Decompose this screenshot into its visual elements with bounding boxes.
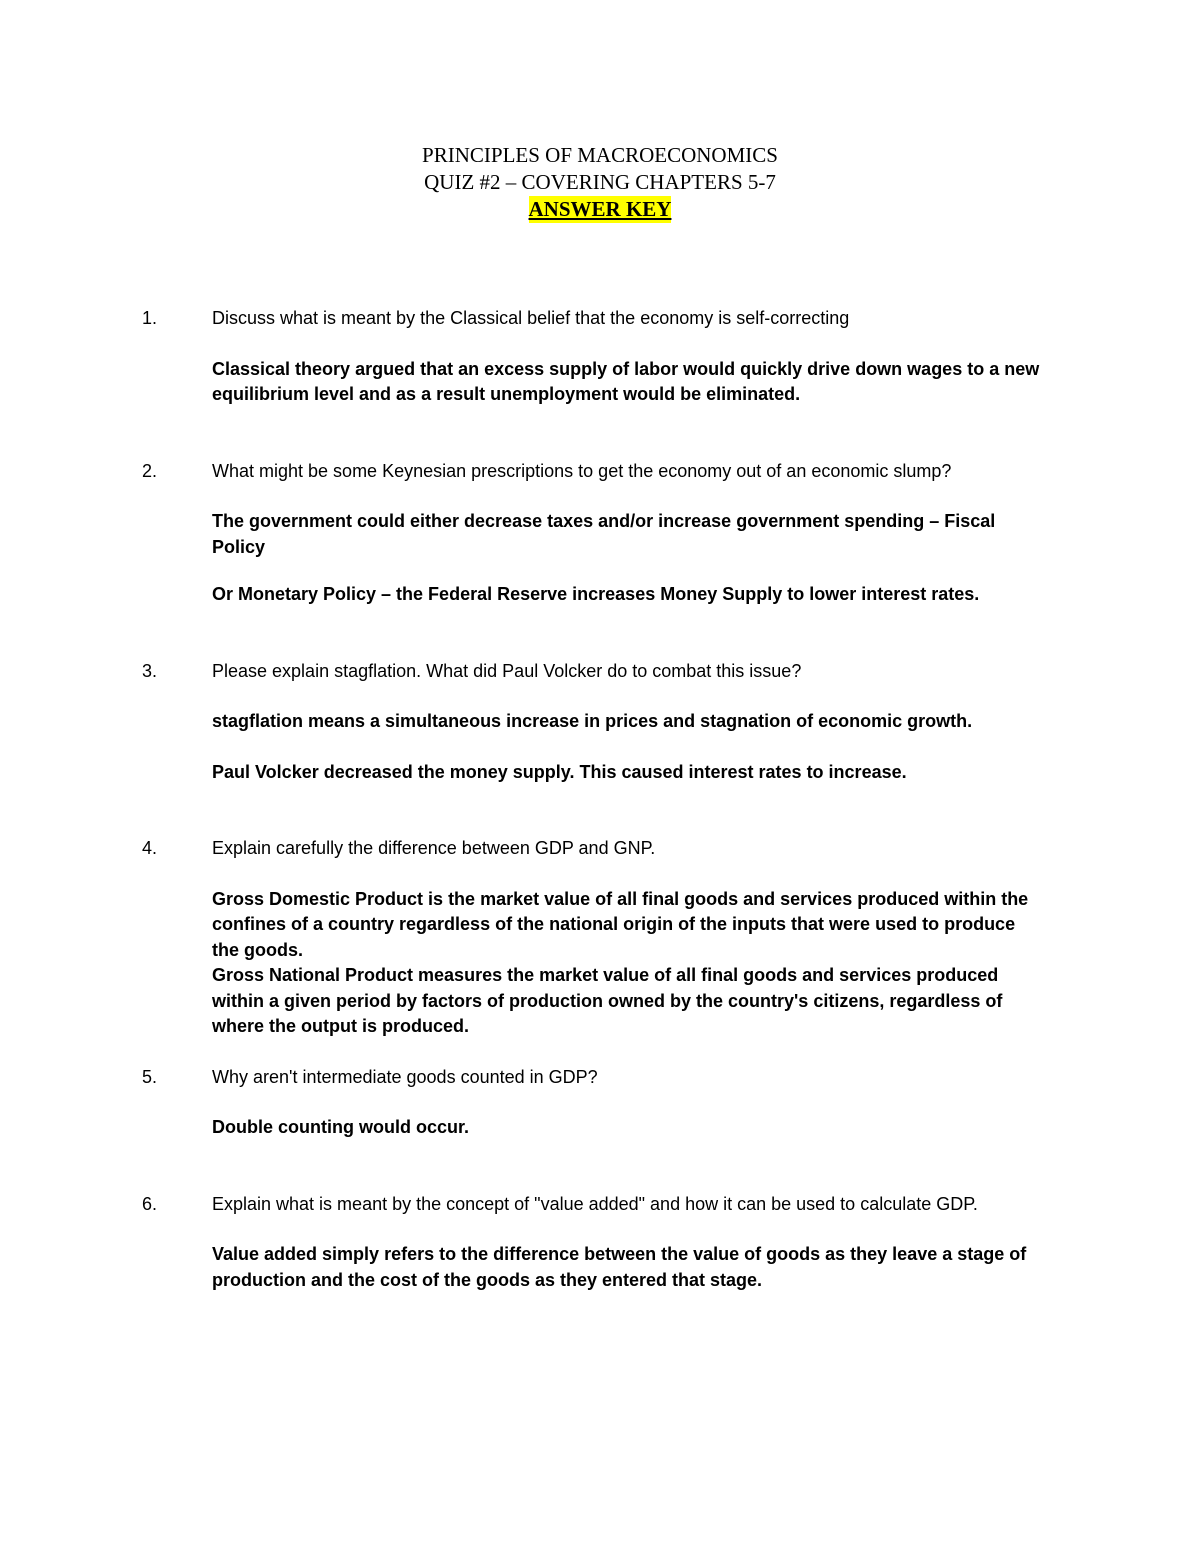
question-item (0, 1192, 1200, 1218)
document-subtitle: QUIZ #2 – COVERING CHAPTERS 5-7 (424, 170, 776, 194)
question-item (0, 659, 1200, 685)
question-text: Please explain stagflation. What did Paul Volcker do to combat this issue? (212, 660, 802, 681)
answer-text: Gross National Product measures the market value of all final goods and services produced within a given period by factors of production owned by the country's citizens, regardless of where the output is produced. (212, 965, 1003, 1036)
question-text: Explain carefully the difference between GDP and GNP. (212, 838, 656, 858)
question-item (0, 836, 1200, 862)
question-number: 2. (142, 460, 158, 481)
question-number: 6. (142, 1193, 158, 1214)
question-text: What might be some Keynesian prescriptions to get the economy out of an economic slump? (212, 460, 952, 481)
answer-key-heading: ANSWER KEY (528, 197, 672, 221)
question-text: Why aren't intermediate goods counted in GDP? (212, 1066, 598, 1087)
answer-text: Classical theory argued that an excess supply of labor would quickly drive down wages to a new equilibrium level and as a result unemployment would be eliminated. (212, 358, 1040, 404)
document-title: PRINCIPLES OF MACROECONOMICS (422, 143, 778, 167)
document-header (0, 142, 1200, 223)
answer-text: Paul Volcker decreased the money supply. This caused interest rates to increase. (212, 761, 907, 782)
question-list (0, 306, 1200, 1293)
answer-text: Double counting would occur. (212, 1117, 469, 1137)
answer-text: Or Monetary Policy – the Federal Reserve increases Money Supply to lower interest rates. (212, 584, 980, 604)
answer-text: Gross Domestic Product is the market value of all final goods and services produced within the confines of a country regardless of the national origin of the inputs that were used to produce the goods. (212, 888, 1029, 960)
question-number: 4. (142, 838, 158, 858)
answer-text: Value added simply refers to the difference between the value of goods as they leave a stage of production and the cost of the goods as they entered that stage. (212, 1244, 1027, 1290)
question-text: Discuss what is meant by the Classical belief that the economy is self-correcting (212, 308, 850, 328)
question-item (0, 459, 1200, 485)
question-item (0, 1065, 1200, 1091)
question-number: 5. (142, 1066, 158, 1087)
question-item (0, 306, 1200, 332)
answer-text: The government could either decrease taxes and/or increase government spending – Fiscal Policy (212, 511, 996, 557)
question-number: 3. (142, 660, 158, 681)
question-number: 1. (142, 308, 158, 328)
question-text: Explain what is meant by the concept of "value added" and how it can be used to calculate GDP. (212, 1193, 978, 1214)
answer-text: stagflation means a simultaneous increase in prices and stagnation of economic growth. (212, 711, 973, 731)
